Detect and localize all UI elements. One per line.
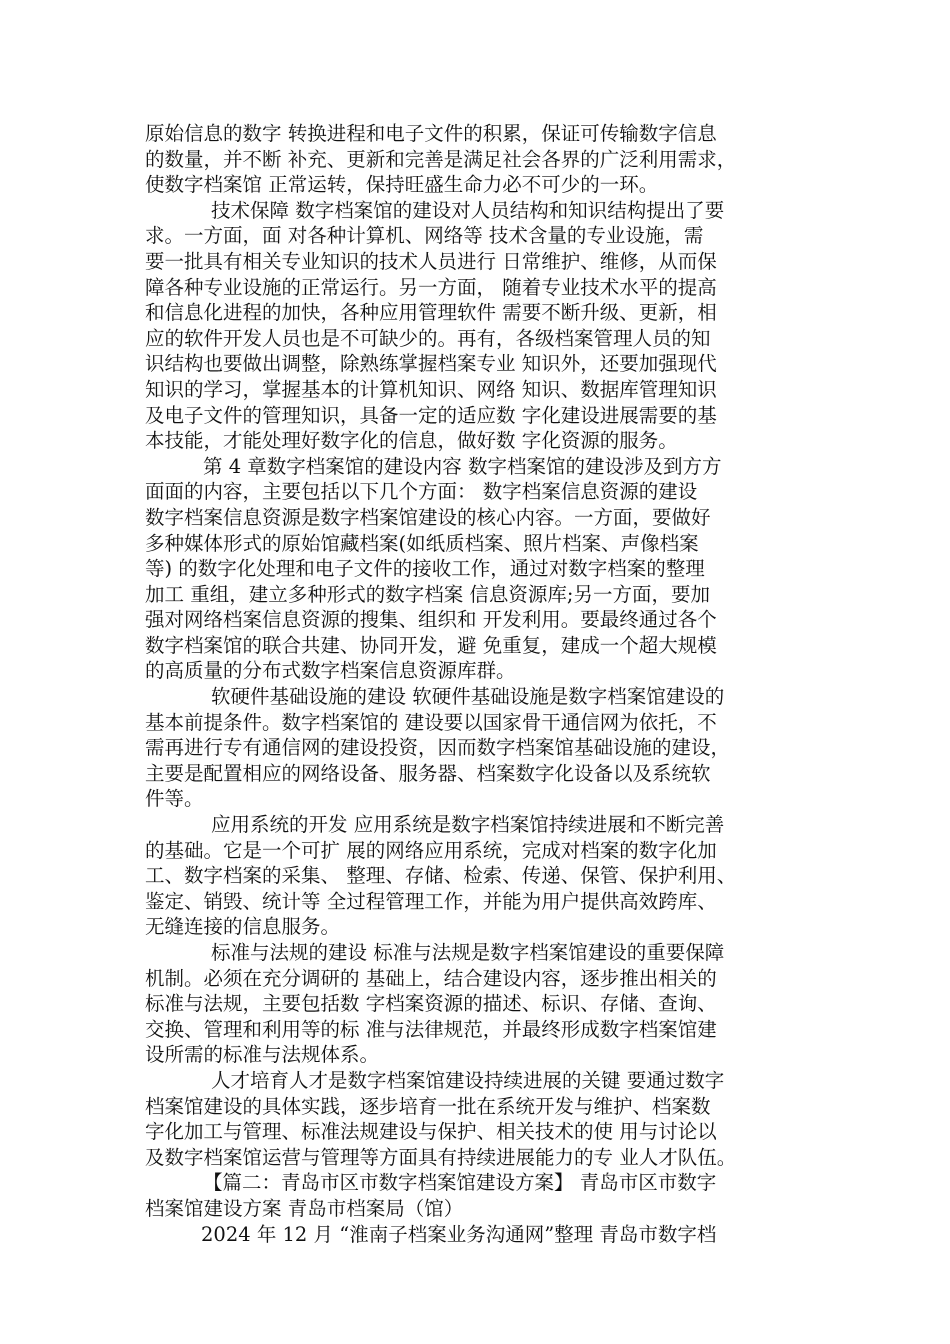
text-line: 识结构也要做出调整，除熟练掌握档案专业 知识外，还要加强现代 (145, 352, 717, 376)
text-line: 障各种专业设施的正常运行。另一方面， 随着专业技术水平的提高 (145, 275, 717, 299)
text-line: 原始信息的数字 转换进程和电子文件的积累，保证可传输数字信息 (145, 122, 717, 145)
paragraph-technical-support (145, 198, 811, 454)
text-line: 设所需的标准与法规体系。 (145, 1043, 380, 1067)
text-line: 基本前提条件。数字档案馆的 建设要以国家骨干通信网为依托，不 (145, 710, 717, 734)
text-line: 知识的学习，掌握基本的计算机知识、网络 知识、数据库管理知识 (145, 377, 717, 401)
text-line: 加工 重组，建立多种形式的数字档案 信息资源库;另一方面，要加 (145, 582, 710, 606)
text-line: 使数字档案馆 正常运转，保持旺盛生命力必不可少的一环。 (145, 173, 659, 197)
text-line: 及电子文件的管理知识，具备一定的适应数 字化建设进展需要的基 (145, 403, 717, 427)
text-line: 技术保障 数字档案馆的建设对人员结构和知识结构提出了要 (211, 198, 725, 222)
text-line: 工、数字档案的采集、 整理、存储、检索、传递、保管、保护利用、 (145, 864, 737, 888)
text-line: 无缝连接的信息服务。 (145, 915, 341, 939)
document-page (145, 121, 811, 1247)
text-line: 面面的内容，主要包括以下几个方面： 数字档案信息资源的建设 (145, 480, 698, 504)
text-line: 等) 的数字化处理和电子文件的接收工作，通过对数字档案的整理 (145, 557, 705, 581)
text-line: 第 4 章数字档案馆的建设内容 数字档案馆的建设涉及到方方 (203, 454, 722, 478)
text-line: 鉴定、销毁、统计等 全过程管理工作，并能为用户提供高效跨库、 (145, 889, 717, 913)
text-line: 机制。必须在充分调研的 基础上，结合建设内容，逐步推出相关的 (145, 966, 717, 990)
text-line: 及数字档案馆运营与管理等方面具有持续进展能力的专 业人才队伍。 (145, 1145, 737, 1169)
text-line: 2024 年 12 月 “淮南子档案业务沟通网”整理 青岛市数字档 (201, 1222, 717, 1246)
paragraph-part-two-date (145, 1222, 811, 1248)
paragraph-chapter-4 (145, 454, 811, 684)
text-line: 要一批具有相关专业知识的技术人员进行 日常维护、维修，从而保 (145, 249, 717, 273)
paragraph-intro-continuation (145, 121, 811, 198)
text-line: 软硬件基础设施的建设 软硬件基础设施是数字档案馆建设的 (211, 685, 725, 709)
text-line: 数字档案馆的联合共建、协同开发，避 免重复，建成一个超大规模 (145, 633, 717, 657)
text-line: 字化加工与管理、标准法规建设与保护、相关技术的使 用与讨论以 (145, 1120, 717, 1144)
text-line: 件等。 (145, 787, 204, 811)
paragraph-part-two-heading (145, 1170, 811, 1221)
text-line: 强对网络档案信息资源的搜集、组织和 开发利用。要最终通过各个 (145, 608, 717, 632)
paragraph-infrastructure (145, 684, 811, 812)
text-line: 标准与法规，主要包括数 字档案资源的描述、标识、存储、查询、 (145, 992, 717, 1016)
paragraph-application-system (145, 812, 811, 940)
text-line: 多种媒体形式的原始馆藏档案(如纸质档案、照片档案、声像档案 (145, 531, 699, 555)
text-line: 档案馆建设方案 青岛市档案局（馆） (145, 1196, 464, 1220)
text-line: 人才培育人才是数字档案馆建设持续进展的关键 要通过数字 (211, 1068, 725, 1092)
text-line: 交换、管理和利用等的标 准与法律规范，并最终形成数字档案馆建 (145, 1017, 717, 1041)
text-line: 标准与法规的建设 标准与法规是数字档案馆建设的重要保障 (211, 941, 725, 964)
text-line: 应的软件开发人员也是不可缺少的。再有，各级档案管理人员的知 (145, 326, 711, 350)
text-line: 【篇二：青岛市区市数字档案馆建设方案】 青岛市区市数字 (203, 1171, 717, 1195)
paragraph-standards (145, 940, 811, 1068)
text-line: 求。一方面，面 对各种计算机、网络等 技术含量的专业设施，需 (145, 224, 704, 248)
text-line: 的高质量的分布式数字档案信息资源库群。 (145, 659, 516, 683)
text-line: 本技能，才能处理好数字化的信息，做好数 字化资源的服务。 (145, 429, 678, 453)
text-line: 档案馆建设的具体实践，逐步培育一批在系统开发与维护、档案数 (145, 1094, 711, 1118)
text-line: 数字档案信息资源是数字档案馆建设的核心内容。一方面，要做好 (145, 505, 711, 529)
text-line: 需再进行专有通信网的建设投资，因而数字档案馆基础设施的建设， (145, 736, 731, 760)
text-line: 主要是配置相应的网络设备、服务器、档案数字化设备以及系统软 (145, 761, 711, 785)
text-line: 和信息化进程的加快，各种应用管理软件 需要不断升级、更新，相 (145, 301, 717, 325)
paragraph-talent (145, 1068, 811, 1170)
text-line: 应用系统的开发 应用系统是数字档案馆持续进展和不断完善 (211, 813, 725, 837)
text-line: 的数量，并不断 补充、更新和完善是满足社会各界的广泛利用需求， (145, 147, 737, 171)
text-line: 的基础。它是一个可扩 展的网络应用系统，完成对档案的数字化加 (145, 838, 717, 862)
